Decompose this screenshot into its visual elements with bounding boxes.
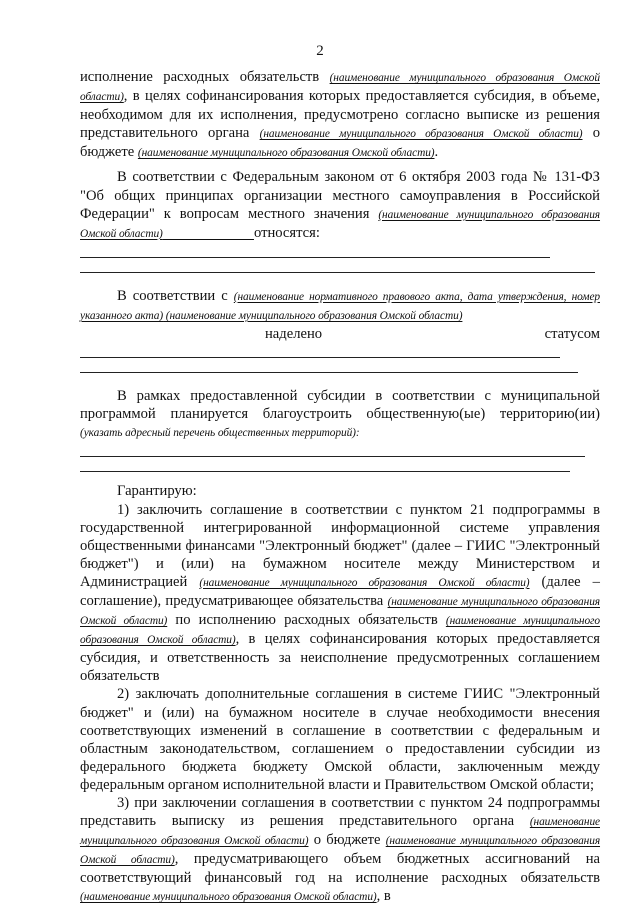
paragraph-federal-law	[80, 168, 600, 242]
text-segment: В соответствии с Федеральным законом от 6 октября 2003 года № 131-ФЗ "Об общих принципах организации местного самоуправления в Российской Федерации" к вопросам местного значения	[80, 169, 600, 222]
paragraph-status	[80, 287, 600, 325]
paragraph-territories	[80, 387, 600, 442]
placeholder-municipality: (наименование муниципального образования Омской области)	[163, 309, 463, 322]
text-segment: В соответствии с	[117, 287, 234, 304]
placeholder-municipality: (наименование муниципального образования Омской области)	[259, 128, 583, 141]
text-segment: , предусматривающего объем бюджетных ассигнований на соответствующий финансовый год на исполнение расходных обязательств	[80, 851, 600, 887]
placeholder-municipality: (наименование муниципального образования Омской области)	[199, 576, 530, 589]
fill-line	[80, 258, 595, 273]
text-segment: , в целях софинансирования которых предоставляется субсидия, в объеме, необходимом для их исполнения, предусмотрено согласно выписке из решения представительного органа	[80, 88, 600, 142]
placeholder-municipality: (наименование муниципального образования Омской области)	[80, 72, 600, 104]
text-segment: (далее – соглашение), предусматривающее обязательства	[80, 573, 600, 609]
text-segment: 2) заключать дополнительные соглашения в системе ГИИС "Электронный бюджет" и (или) на бумажном носителе в случае необходимости внесения соответствующих изменений в соглашение в соответствии с федеральным и областным законодательством, соглашением о предоставлении субсидии из федерального бюджета бюджету Омской области, заключенным между федеральным органом исполнительной власти и Правительством Омской области;	[80, 686, 600, 793]
fill-line	[80, 343, 560, 358]
text-segment: относятся:	[253, 224, 320, 241]
text-segment: о бюджете	[80, 125, 600, 161]
status-row	[265, 325, 600, 343]
text-segment: наделено	[265, 326, 323, 343]
text-segment: 1) заключить соглашение в соответствии с пунктом 21 подпрограммы в государственной интегрированной информационной системе управления общественными финансами "Электронный бюджет" (далее – ГИИС "Электронный бюджет") и (или) на бумажном носителе между Министерством и Администрацией	[80, 501, 600, 590]
placeholder-municipality: (наименование муниципального образования Омской области)	[137, 147, 435, 160]
text-segment: .	[434, 144, 439, 161]
fill-line	[80, 442, 585, 457]
guarantee-item-2	[80, 685, 600, 794]
blank-line	[163, 225, 254, 241]
placeholder-municipality: (наименование муниципального образования Омской области)	[80, 835, 601, 867]
page-number: 2	[316, 43, 324, 59]
placeholder-municipality: (наименование муниципального образования Омской области)	[80, 615, 600, 647]
text-segment: , в целях софинансирования которых предоставляется субсидия, и ответственность за неисполнение предусмотренных соглашением обязательств	[80, 631, 600, 685]
placeholder-municipality: (наименование муниципального образования Омской области)	[80, 816, 600, 848]
placeholder-address-list: (указать адресный перечень общественных территорий):	[80, 427, 360, 440]
fill-line	[80, 243, 550, 258]
placeholder-municipality: (наименование муниципального образования Омской области)	[80, 595, 600, 628]
text-segment: , в	[376, 888, 391, 905]
placeholder-municipality: (наименование муниципального образования Омской области)	[80, 208, 601, 240]
paragraph-obligations	[80, 68, 600, 162]
document-body	[80, 68, 600, 907]
guarantee-heading: Гарантирую:	[117, 483, 197, 500]
text-segment: исполнение расходных обязательств	[80, 69, 330, 85]
placeholder-legal-act: (наименование нормативного правового акта, дата утверждения, номер указанного акта)	[80, 290, 600, 322]
text-segment: 3) при заключении соглашения в соответствии с пунктом 24 подпрограммы представить выписку из решения представительного органа	[80, 795, 600, 830]
fill-line	[80, 457, 570, 472]
text-segment: В рамках предоставленной субсидии в соответствии с муниципальной программой планируется благоустроить общественную(ые) территорию(ии)	[80, 388, 600, 423]
text-segment: по исполнению расходных обязательств	[167, 612, 446, 629]
text-segment: статусом	[544, 326, 600, 343]
guarantee-item-3	[80, 794, 600, 907]
text-segment: о бюджете	[308, 832, 386, 849]
fill-line	[80, 358, 578, 373]
placeholder-municipality: (наименование муниципального образования Омской области)	[80, 891, 377, 904]
guarantee-item-1	[80, 501, 600, 686]
